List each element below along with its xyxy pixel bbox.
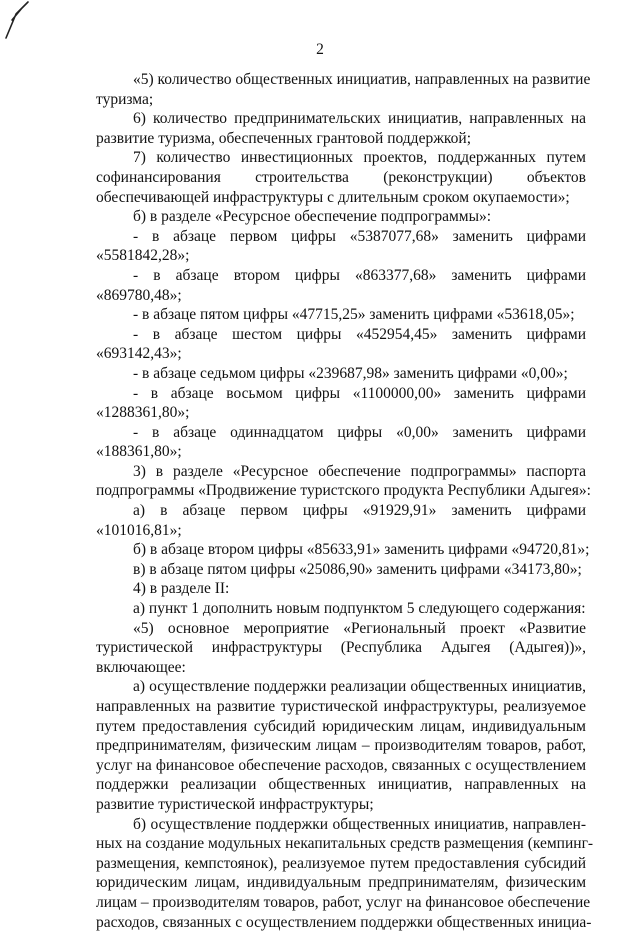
text-line: «869780,48»; [96,286,182,304]
text-line: «5581842,28»; [96,247,190,265]
text-line: б) в абзаце втором цифры «85633,91» заменить цифрами «94720,81»; [133,541,590,559]
text-line: туризма; [96,90,154,108]
document-body [96,70,594,932]
text-line: - в абзаце пятом цифры «47715,25» заменить цифрами «53618,05»; [133,306,575,324]
page-number: 2 [316,41,324,58]
text-line: а) в абзаце первом цифры «91929,91» заменить цифрами [133,502,586,520]
text-line: «188361,80»; [96,443,182,461]
text-line: софинансирования строительства (реконструкции) объектов [96,168,586,186]
text-line: - в абзаце восьмом цифры «1100000,00» заменить цифрами [133,384,586,402]
text-line: - в абзаце втором цифры «863377,68» заменить цифрами [133,266,586,284]
text-line: б) в разделе «Ресурсное обеспечение подпрограммы»: [133,208,492,226]
text-line: путем предоставления субсидий юридическим лицам, индивидуальным [96,717,586,735]
text-line: ных на создание модульных некапитальных средств размещения (кемпинг- [96,835,594,853]
text-line: развитие туризма, обеспеченных грантовой поддержкой; [96,129,471,147]
text-line: б) осуществление поддержки общественных инициатив, направлен- [133,815,586,833]
text-line: развитие туристической инфраструктуры; [96,795,374,813]
text-line: услуг на финансовое обеспечение расходов, связанных с осуществлением [96,756,586,774]
text-line: туристической инфраструктуры (Республика Адыгея (Адыгея))», [96,639,586,657]
text-line: а) осуществление поддержки реализации общественных инициатив, [133,678,586,696]
text-line: поддержки реализации общественных инициатив, направленных на [96,776,586,794]
text-line: размещения, кемпстоянок), реализуемое путем предоставления субсидий [96,854,586,872]
text-line: а) пункт 1 дополнить новым подпунктом 5 следующего содержания: [133,600,586,618]
text-line: лицам – производителям товаров, работ, услуг на финансовое обеспечение [96,893,591,911]
text-line: «101016,81»; [96,521,182,539]
text-line: предпринимателям, физическим лицам – производителям товаров, работ, [96,737,586,755]
text-line: включающее: [96,658,186,676]
text-line: - в абзаце шестом цифры «452954,45» заменить цифрами [133,325,586,343]
text-line: в) в абзаце пятом цифры «25086,90» заменить цифрами «34173,80»; [133,560,582,578]
text-line: «693142,43»; [96,345,182,363]
text-line: - в абзаце первом цифры «5387077,68» заменить цифрами [133,227,586,245]
text-line: 4) в разделе II: [133,580,230,598]
text-line: 3) в разделе «Ресурсное обеспечение подпрограммы» паспорта [133,462,586,480]
text-line: направленных на развитие туристической инфраструктуры, реализуемое [96,698,586,715]
text-line: - в абзаце одиннадцатом цифры «0,00» заменить цифрами [133,423,586,441]
corner-pen-mark [2,0,32,40]
text-line: «5) основное мероприятие «Региональный проект «Развитие [133,619,586,637]
text-line: - в абзаце седьмом цифры «239687,98» заменить цифрами «0,00»; [133,364,568,382]
text-line: обеспечивающей инфраструктуры с длительным сроком окупаемости»; [96,188,570,206]
text-line: «5) количество общественных инициатив, направленных на развитие [133,71,591,88]
text-line: «1288361,80»; [96,404,190,422]
text-line: 7) количество инвестиционных проектов, поддержанных путем [133,149,586,167]
text-line: юридическим лицам, индивидуальным предпринимателям, физическим [96,874,586,892]
text-line: подпрограммы «Продвижение туристского продукта Республики Адыгея»: [96,482,591,500]
text-line: 6) количество предпринимательских инициатив, направленных на [133,110,586,128]
text-line: расходов, связанных с осуществлением поддержки общественных инициа- [96,913,592,931]
